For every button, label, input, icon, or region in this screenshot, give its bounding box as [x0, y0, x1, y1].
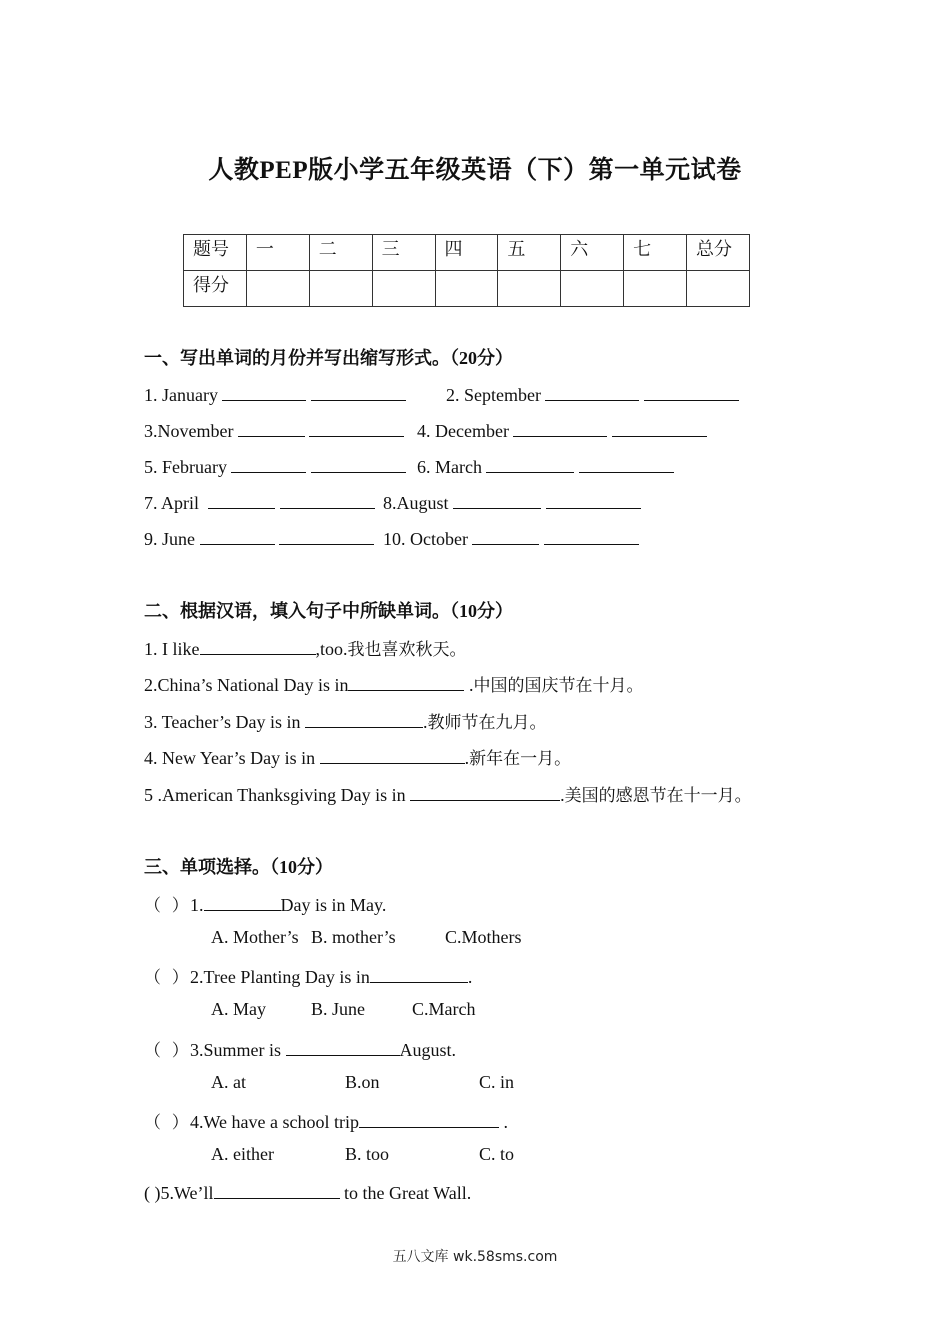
answer-blank [204, 892, 281, 911]
question-text: 4. December [417, 421, 509, 441]
score-entry-cell [372, 271, 435, 307]
question-text: . [467, 967, 473, 987]
question-text: 2.China’s National Day is in [144, 675, 349, 695]
answer-blank [644, 382, 739, 401]
answer-blank [410, 782, 560, 801]
table-cell: 题号 [184, 235, 247, 271]
question-text: Day is in May. [280, 895, 387, 915]
question-line [446, 382, 739, 406]
question-text: to the Great Wall. [339, 1183, 472, 1203]
question-line [144, 781, 752, 806]
question-text: 9. June [144, 529, 195, 549]
question-text: 4. New Year’s Day is in [144, 748, 320, 768]
table-cell: 六 [561, 235, 624, 271]
score-entry-cell [687, 271, 750, 307]
chinese-hint: 教师节在九月。 [427, 713, 547, 733]
question-text: . [464, 675, 474, 695]
option-a: A. Mother’s [211, 927, 299, 947]
chinese-hint: 美国的感恩节在十一月。 [564, 786, 752, 806]
question-text: 5. February [144, 457, 227, 477]
answer-blank [280, 490, 375, 509]
page-title: 人教PEP版小学五年级英语（下）第一单元试卷 [208, 157, 742, 184]
section2-heading: 二、根据汉语，填入句子中所缺单词。（10分） [144, 601, 513, 621]
question-text: 5.We’ll [160, 1183, 214, 1203]
question-text: 6. March [417, 457, 482, 477]
answer-blank [370, 964, 468, 983]
answer-blank [231, 454, 306, 473]
answer-blank [513, 418, 607, 437]
score-entry-cell [309, 271, 372, 307]
answer-paren: （ ） [144, 1041, 189, 1061]
footer-watermark: 五八文库 wk.58sms.com [392, 1249, 558, 1265]
answer-blank [348, 672, 464, 691]
answer-blank [453, 490, 541, 509]
option-c: C.March [412, 999, 476, 1019]
question-line [144, 635, 467, 660]
section1-heading: 一、写出单词的月份并写出缩写形式。（20分） [144, 348, 513, 368]
question-line [144, 891, 386, 916]
answer-blank [359, 1109, 499, 1128]
answer-blank [222, 382, 306, 401]
question-text: . [423, 712, 428, 732]
chinese-hint: 新年在一月。 [469, 749, 572, 769]
answer-paren: （ ） [144, 896, 189, 916]
question-text: 3.Summer is [190, 1040, 286, 1060]
answer-blank [279, 526, 374, 545]
option-a: A. either [211, 1144, 274, 1164]
chinese-hint: 中国的国庆节在十月。 [473, 676, 644, 696]
score-entry-cell [498, 271, 561, 307]
answer-blank [238, 418, 305, 437]
question-line [144, 1108, 508, 1133]
question-text: 4.We have a school trip [190, 1112, 359, 1132]
option-c: C. to [479, 1144, 515, 1164]
question-line [417, 454, 674, 478]
table-cell: 得分 [184, 271, 247, 307]
answer-blank [286, 1037, 400, 1056]
answer-blank [579, 454, 674, 473]
answer-blank [472, 526, 539, 545]
option-c: C.Mothers [445, 927, 522, 947]
question-text: 10. October [383, 529, 468, 549]
answer-blank [311, 454, 406, 473]
answer-paren: ( ) [144, 1183, 161, 1203]
option-b: B.on [345, 1072, 380, 1092]
chinese-hint: 我也喜欢秋天。 [347, 640, 467, 660]
question-text: August. [399, 1040, 457, 1060]
question-line [144, 1036, 456, 1061]
answer-blank [309, 418, 404, 437]
answer-blank [311, 382, 406, 401]
table-cell: 一 [246, 235, 309, 271]
option-b: B. mother’s [311, 927, 396, 947]
option-b: B. too [345, 1144, 390, 1164]
score-entry-cell [435, 271, 498, 307]
question-line [383, 490, 641, 514]
question-text: 1. I like [144, 639, 200, 659]
answer-blank [214, 1180, 340, 1199]
question-line [383, 526, 639, 550]
table-row [184, 235, 750, 271]
question-line [144, 671, 643, 696]
score-entry-cell [624, 271, 687, 307]
question-line [144, 418, 404, 442]
answer-paren: （ ） [144, 1113, 189, 1133]
question-line [144, 1180, 471, 1204]
question-text: ,too. [315, 639, 348, 659]
question-text: . [560, 785, 565, 805]
question-text: 2.Tree Planting Day is in [190, 967, 370, 987]
answer-blank [545, 382, 639, 401]
table-cell: 三 [372, 235, 435, 271]
score-table [183, 234, 750, 307]
question-text: 3.November [144, 421, 234, 441]
question-line [144, 744, 571, 769]
question-line [144, 490, 375, 514]
table-row [184, 271, 750, 307]
answer-blank [612, 418, 707, 437]
answer-blank [200, 526, 275, 545]
table-cell: 五 [498, 235, 561, 271]
question-line [144, 708, 547, 733]
answer-blank [486, 454, 574, 473]
question-text: 8.August [383, 493, 449, 513]
section3-heading: 三、单项选择。（10分） [144, 857, 333, 877]
table-cell: 二 [309, 235, 372, 271]
question-text: . [464, 748, 470, 768]
answer-blank [544, 526, 639, 545]
question-text: . [499, 1112, 508, 1132]
score-entry-cell [561, 271, 624, 307]
answer-blank [305, 709, 423, 728]
answer-blank [208, 490, 275, 509]
table-cell: 七 [624, 235, 687, 271]
option-c: C. in [479, 1072, 515, 1092]
score-entry-cell [246, 271, 309, 307]
answer-blank [200, 636, 316, 655]
question-line [417, 418, 707, 442]
question-text: 2. September [446, 385, 541, 405]
answer-blank [546, 490, 641, 509]
question-line [144, 963, 472, 988]
question-text: 7. April [144, 493, 200, 513]
table-cell: 总分 [687, 235, 750, 271]
question-text: 1. [190, 895, 204, 915]
answer-paren: （ ） [144, 968, 189, 988]
table-cell: 四 [435, 235, 498, 271]
question-text: 3. Teacher’s Day is in [144, 712, 306, 732]
option-a: A. May [211, 999, 266, 1019]
question-text: 5 .American Thanksgiving Day is in [144, 785, 411, 805]
question-line [144, 454, 406, 478]
option-b: B. June [311, 999, 365, 1019]
answer-blank [320, 745, 465, 764]
option-a: A. at [211, 1072, 246, 1092]
question-line [144, 526, 374, 550]
question-line [144, 382, 406, 406]
question-text: 1. January [144, 385, 218, 405]
